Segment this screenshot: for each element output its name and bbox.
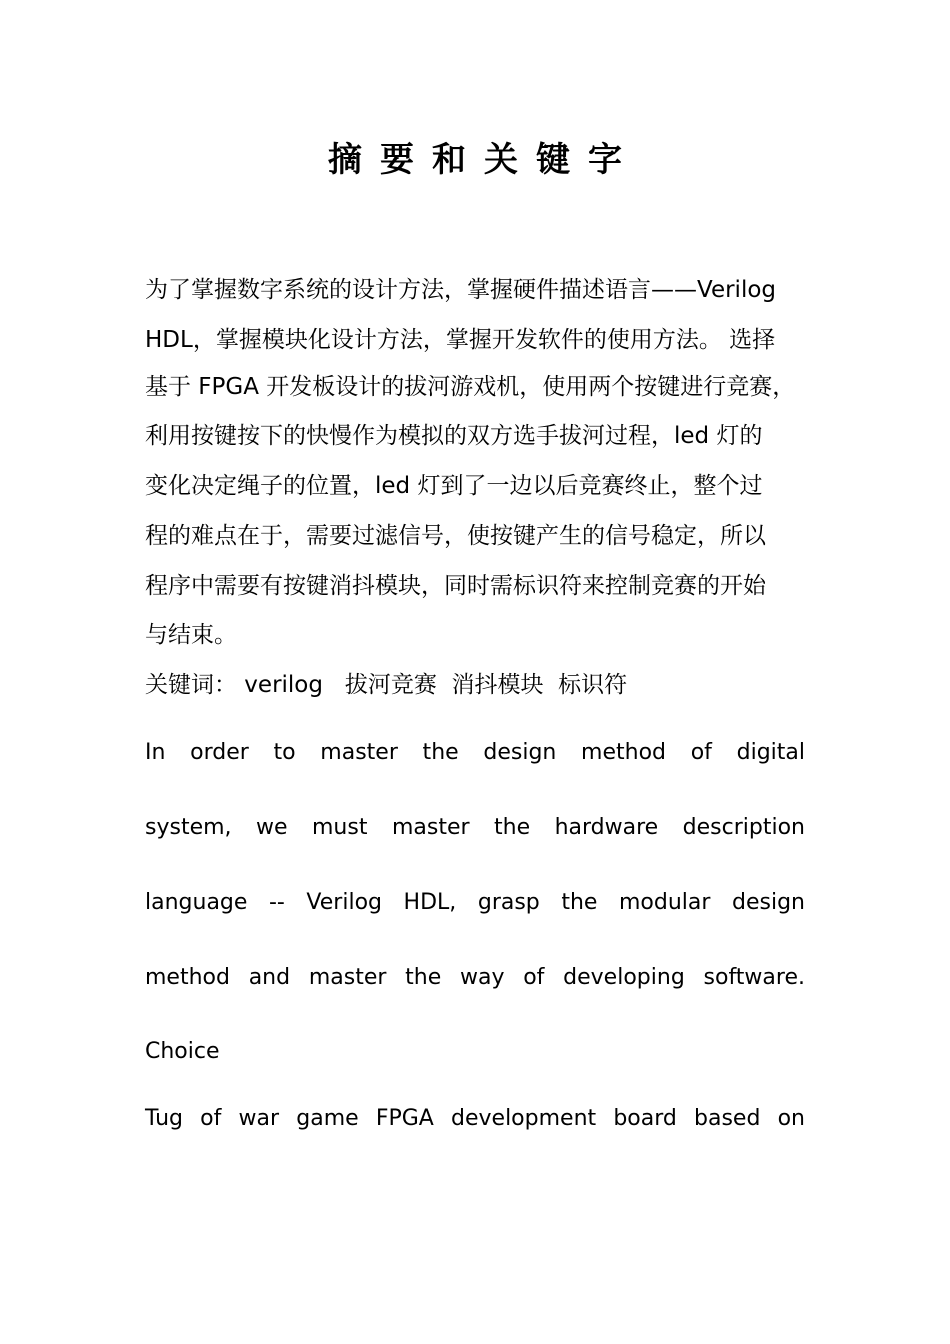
abstract-en-line: In order to master the design method of digital — [145, 740, 805, 765]
abstract-cn-line: 程的难点在于，需要过滤信号，使按键产生的信号稳定，所以 — [145, 523, 766, 549]
abstract-en-line: system, we must master the hardware description — [145, 815, 805, 840]
abstract-cn-line: 基于 FPGA 开发板设计的拔河游戏机，使用两个按键进行竞赛， — [145, 374, 796, 400]
keywords-line: 关键词： verilog 拔河竞赛 消抖模块 标识符 — [145, 672, 628, 698]
abstract-cn-line: 与结束。 — [145, 622, 237, 648]
abstract-en-line: language -- Verilog HDL, grasp the modular design — [145, 890, 805, 915]
abstract-en-line: method and master the way of developing software. — [145, 965, 805, 990]
abstract-cn-line: 为了掌握数字系统的设计方法，掌握硬件描述语言——Verilog — [145, 277, 777, 303]
page-title: 摘要和关键字 — [328, 140, 640, 180]
abstract-cn-line: 变化决定绳子的位置，led 灯到了一边以后竞赛终止，整个过 — [145, 473, 763, 499]
abstract-en-line: Tug of war game FPGA development board based on — [145, 1106, 805, 1131]
abstract-en-line: Choice — [145, 1039, 220, 1064]
abstract-cn-line: 利用按键按下的快慢作为模拟的双方选手拔河过程，led 灯的 — [145, 423, 763, 449]
abstract-cn-line: HDL，掌握模块化设计方法，掌握开发软件的使用方法。 选择 — [145, 327, 776, 353]
abstract-cn-line: 程序中需要有按键消抖模块，同时需标识符来控制竞赛的开始 — [145, 573, 766, 599]
